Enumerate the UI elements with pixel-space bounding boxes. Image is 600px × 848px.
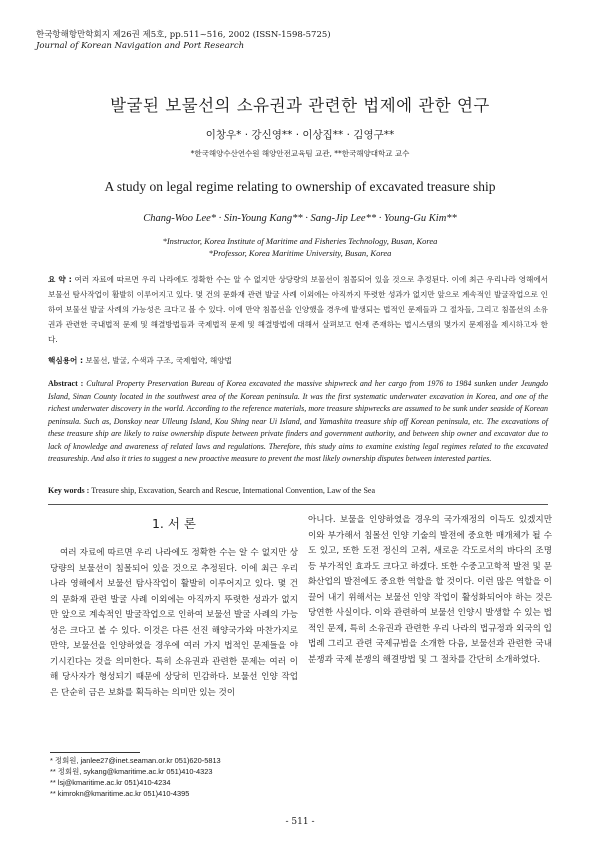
journal-header-line1: 한국항해항만학회지 제26권 제5호, pp.511~516, 2002 (ISSN-1598-5725)	[36, 30, 331, 40]
english-keywords-label: Key words :	[48, 486, 90, 495]
korean-abstract	[48, 272, 548, 347]
korean-keywords	[48, 355, 232, 366]
journal-header-line2: Journal of Korean Navigation and Port Research	[36, 41, 245, 51]
korean-title: 발굴된 보물선의 소유권과 관련한 법제에 관한 연구	[110, 96, 490, 115]
footnote-3: ** lsj@kmaritime.ac.kr 051)410-4234	[50, 778, 171, 787]
english-affiliation-2: *Professor, Korea Maritime University, Busan, Korea	[208, 248, 392, 258]
english-abstract-label: Abstract :	[48, 379, 84, 388]
english-abstract-text: Cultural Property Preservation Bureau of Korea excavated the massive shipwreck and her cargo from 1976 to 1984 sunken under Jeungdo Island, Sinan County located in the southwest area of the Korean peninsula. It was the first systematic underwater excavation in Korea, and one of the richest underwater discovery in the world. According to the reference materials, more treasure shipwrecks are assumed to be sunk under seaside of Korean peninsula. Such as, Donskoy near Ulleung Island, Kou Shing near Ui Island, and Yamashita treasure ship off Korean peninsula, etc. The excavations of these treasure ship are likely to raise ownership dispute between private finders and government authority, and between ship owner and excavator due to lack of knowledge and awareness of related laws and regulations. Therefore, this study aims to examine existing legal regimes related to the excavated treasureship. And also it tries to suggest a new proactive measure to prevent the most likely ownership disputes between interested parties.	[48, 379, 549, 463]
page-number: - 511 -	[285, 817, 315, 827]
korean-keywords-label: 핵심용어 :	[48, 356, 84, 365]
english-keywords	[48, 486, 375, 495]
footnote-1: * 정회원, janlee27@inet.seaman.or.kr 051)620-5813	[50, 756, 221, 765]
footnote-2: ** 정회원, sykang@kmaritime.ac.kr 051)410-4323	[50, 767, 213, 776]
english-keywords-text: Treasure ship, Excavation, Search and Rescue, International Convention, Law of the Sea	[91, 486, 376, 495]
english-abstract	[48, 378, 548, 466]
footnote-4: ** kimrokn@kmaritime.ac.kr 051)410-4395	[50, 789, 190, 798]
english-affiliation-1: *Instructor, Korea Institute of Maritime and Fisheries Technology, Busan, Korea	[162, 236, 438, 246]
english-title: A study on legal regime relating to ownership of excavated treasure ship	[104, 179, 496, 194]
english-authors: Chang-Woo Lee* · Sin-Young Kang** · Sang-Jip Lee** · Young-Gu Kim**	[143, 213, 457, 224]
korean-keywords-text: 보물선, 발굴, 수색과 구조, 국제협약, 해양법	[85, 356, 232, 365]
korean-affiliations: *한국해양수산연수원 해양안전교육팀 교관, **한국해양대학교 교수	[190, 149, 410, 158]
korean-abstract-text: 여러 자료에 따르면 우리 나라에도 정확한 수는 알 수 없지만 상당량의 보물선이 침몰되어 있을 것으로 추정된다. 이에 최근 우리나라 영해에서 보물선 탐사작업이 활발히 이루어지고 있다. 몇 건의 문화재 관련 발굴 사례 이외에는 아직까지 뚜렷한 성과가 없지만 앞으로 계속적인 발굴작업으로 인하여 보물선 발굴 사례의 가능성은 크다고 볼 수 있다. 이에 만약 침몰선을 인양했을 경우에 발생되는 법적인 문제들과 그 절차들, 그리고 침몰선의 소유권과 관련한 국내법적 문제 및 해결방법들과 국제법적 문제 및 해결방법에 대해서 살펴보고 현재 존재하는 법시스템의 몇가지 문제점을 제시하고자 한다.	[48, 275, 549, 344]
section-heading: 1. 서 론	[151, 516, 197, 531]
body-right-column: 아니다. 보물을 인양하였을 경우의 국가재정의 이득도 있겠지만 이와 부가해서 침몰선 인양 기술의 발전에 중요한 매개체가 될 수도 있고, 또한 도전 정신의 고취, 새로운 각도로서의 바다의 조명 등 부가적인 효과도 크다고 하겠다. 또한 수중고고학적 발전 및 문화산업의 발전에도 중요한 역할을 할 것이다. 이런 많은 역할을 이끌어 내기 위해서는 보물선 인양 작업이 활성화되어야 하는 것은 당연한 사실이다. 이와 관련하여 보물선 인양시 발생할 수 있는 법적인 문제, 특히 소유권과 관련한 우리 나라의 법규정과 외국의 입법례 그리고 관련 국제규범을 소개한 다음, 보물선과 관련한 국내 분쟁과 국제 분쟁의 해결방법 및 그 절차를 간단히 소개하였다.	[308, 515, 552, 665]
body-left-column: 여러 자료에 따르면 우리 나라에도 정확한 수는 알 수 없지만 상당량의 보물선이 침몰되어 있을 것으로 추정된다. 이에 최근 우리나라 영해에서 보물선 탐사작업이 활발히 이루어지고 있다. 몇 건의 문화재 관련 발굴 사례 이외에는 아직까지 뚜렷한 성과가 없지만 앞으로 계속적인 발굴작업으로 인하여 보물선 발굴 사례의 가능성은 크다고 볼 수 있다. 이것은 다른 선진 해양국가와 마찬가지로 만약, 보물선을 인양하였을 경우에 여러 가지 법적인 문제들을 야기시킨다는 것을 의미한다. 특히 소유권과 관련한 문제는 여러 이해 당사자가 형성되기 때문에 상당히 민감하다. 보물선 인양 작업은 단순히 금은 보화를 획득하는 의미만 있는 것이	[50, 548, 298, 698]
korean-authors: 이창우* · 강신영** · 이상집** · 김영구**	[205, 129, 395, 141]
korean-abstract-label: 요 약 :	[48, 275, 72, 284]
footnote-rule	[50, 752, 140, 753]
section-divider	[48, 504, 548, 505]
